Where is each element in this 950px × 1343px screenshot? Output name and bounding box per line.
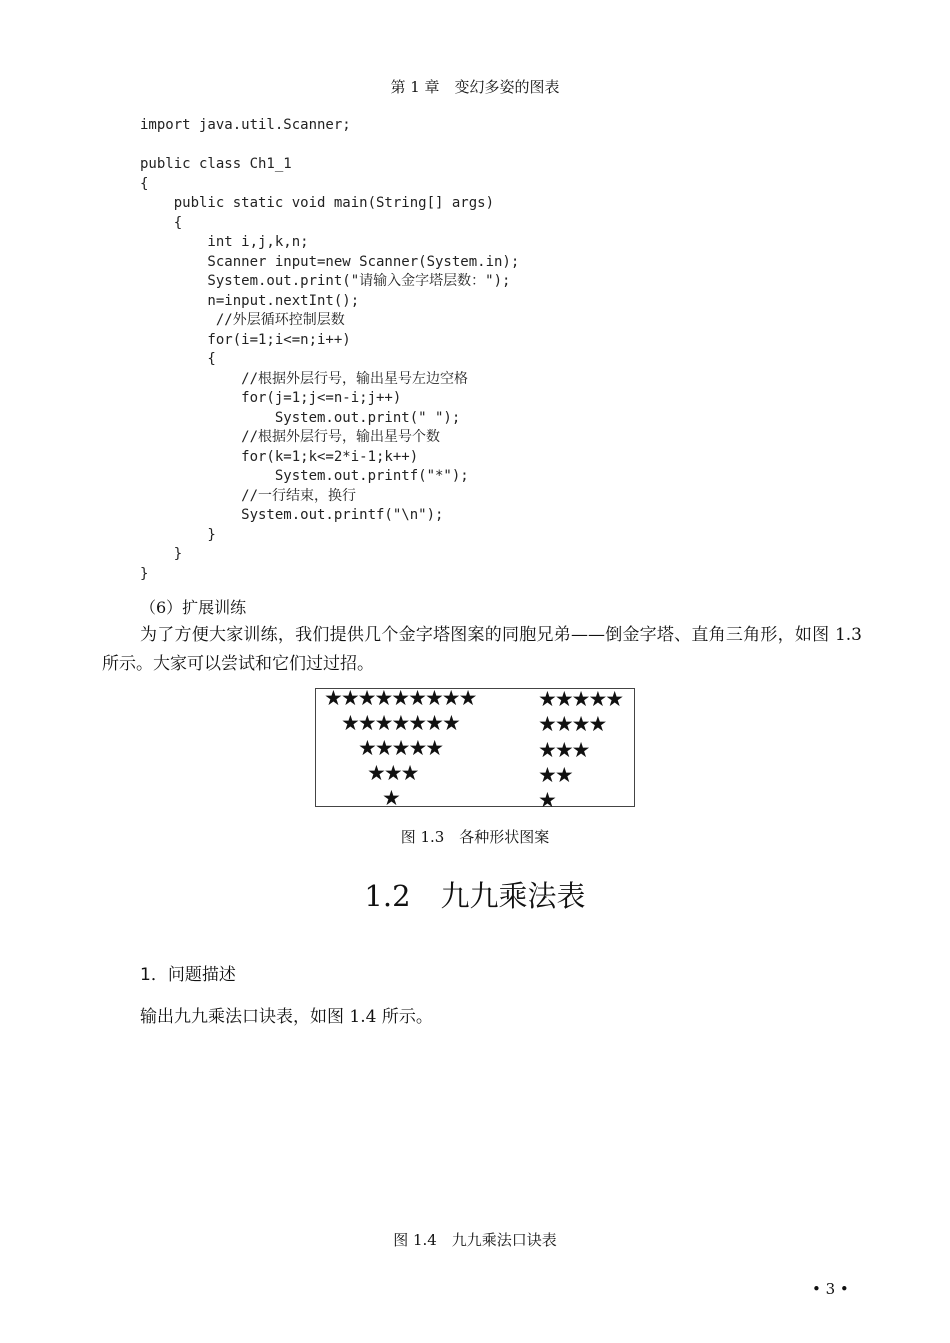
subsection-heading: （6）扩展训练 bbox=[140, 598, 247, 617]
code-line: { bbox=[140, 175, 149, 192]
code-line: System.out.printf("\n"); bbox=[140, 507, 444, 523]
right-triangle-row: ★ bbox=[538, 788, 555, 812]
code-line: public class Ch1_1 bbox=[140, 156, 292, 172]
code-line: } bbox=[140, 565, 149, 582]
code-line: for(j=1;j<=n-i;j++) bbox=[140, 390, 402, 406]
inverted-pyramid-row: ★ bbox=[382, 786, 399, 810]
code-line: import java.util.Scanner; bbox=[140, 117, 351, 133]
page-number: • 3 • bbox=[812, 1280, 849, 1298]
body-paragraph: 为了方便大家训练，我们提供几个金字塔图案的同胞兄弟——倒金字塔、直角三角形，如图 1.3 所示。大家可以尝试和它们过过招。 bbox=[102, 625, 862, 674]
problem-text: 输出九九乘法口诀表，如图 1.4 所示。 bbox=[140, 1007, 433, 1027]
code-line: Scanner input=new Scanner(System.in); bbox=[140, 253, 520, 270]
code-listing bbox=[140, 116, 519, 584]
figure-caption: 图 1.3 各种形状图案 bbox=[400, 828, 550, 846]
running-head: 第 1 章 变幻多姿的图表 bbox=[390, 78, 560, 96]
code-line: } bbox=[140, 526, 216, 543]
code-line: //根据外层行号，输出星号左边空格 bbox=[140, 370, 469, 387]
code-line: System.out.print("请输入金字塔层数："); bbox=[140, 273, 511, 289]
inverted-pyramid-row: ★★★★★★★★★ bbox=[324, 686, 476, 710]
code-line: n=input.nextInt(); bbox=[140, 292, 360, 309]
code-line: { bbox=[140, 351, 216, 367]
code-line: System.out.printf("*"); bbox=[140, 468, 469, 484]
code-line: } bbox=[140, 546, 183, 562]
right-triangle-row: ★★★ bbox=[538, 738, 589, 762]
right-triangle-row: ★★ bbox=[538, 763, 572, 787]
code-line bbox=[140, 136, 519, 156]
figure-caption: 图 1.4 九九乘法口诀表 bbox=[393, 1231, 557, 1249]
right-triangle-row: ★★★★★ bbox=[538, 687, 623, 711]
code-line: for(i=1;i<=n;i++) bbox=[140, 331, 351, 348]
section-number: 1.2 bbox=[364, 879, 411, 913]
code-line: public static void main(String[] args) bbox=[140, 195, 495, 211]
figure-shapes bbox=[315, 686, 635, 812]
section-title-text: 九九乘法表 bbox=[440, 879, 586, 913]
code-line: int i,j,k,n; bbox=[140, 234, 309, 250]
code-line: //外层循环控制层数 bbox=[140, 312, 345, 328]
code-line: System.out.print(" "); bbox=[140, 409, 461, 426]
inverted-pyramid-row: ★★★★★ bbox=[358, 736, 443, 760]
code-line: //根据外层行号，输出星号个数 bbox=[140, 429, 441, 445]
section-title bbox=[0, 874, 950, 915]
inverted-pyramid-row: ★★★★★★★ bbox=[341, 711, 459, 735]
problem-heading: 1．问题描述 bbox=[140, 965, 236, 985]
inverted-pyramid-row: ★★★ bbox=[367, 761, 418, 785]
code-line: for(k=1;k<=2*i-1;k++) bbox=[140, 448, 419, 465]
right-triangle-row: ★★★★ bbox=[538, 712, 606, 736]
code-line: { bbox=[140, 214, 183, 231]
code-line: //一行结束，换行 bbox=[140, 487, 357, 504]
